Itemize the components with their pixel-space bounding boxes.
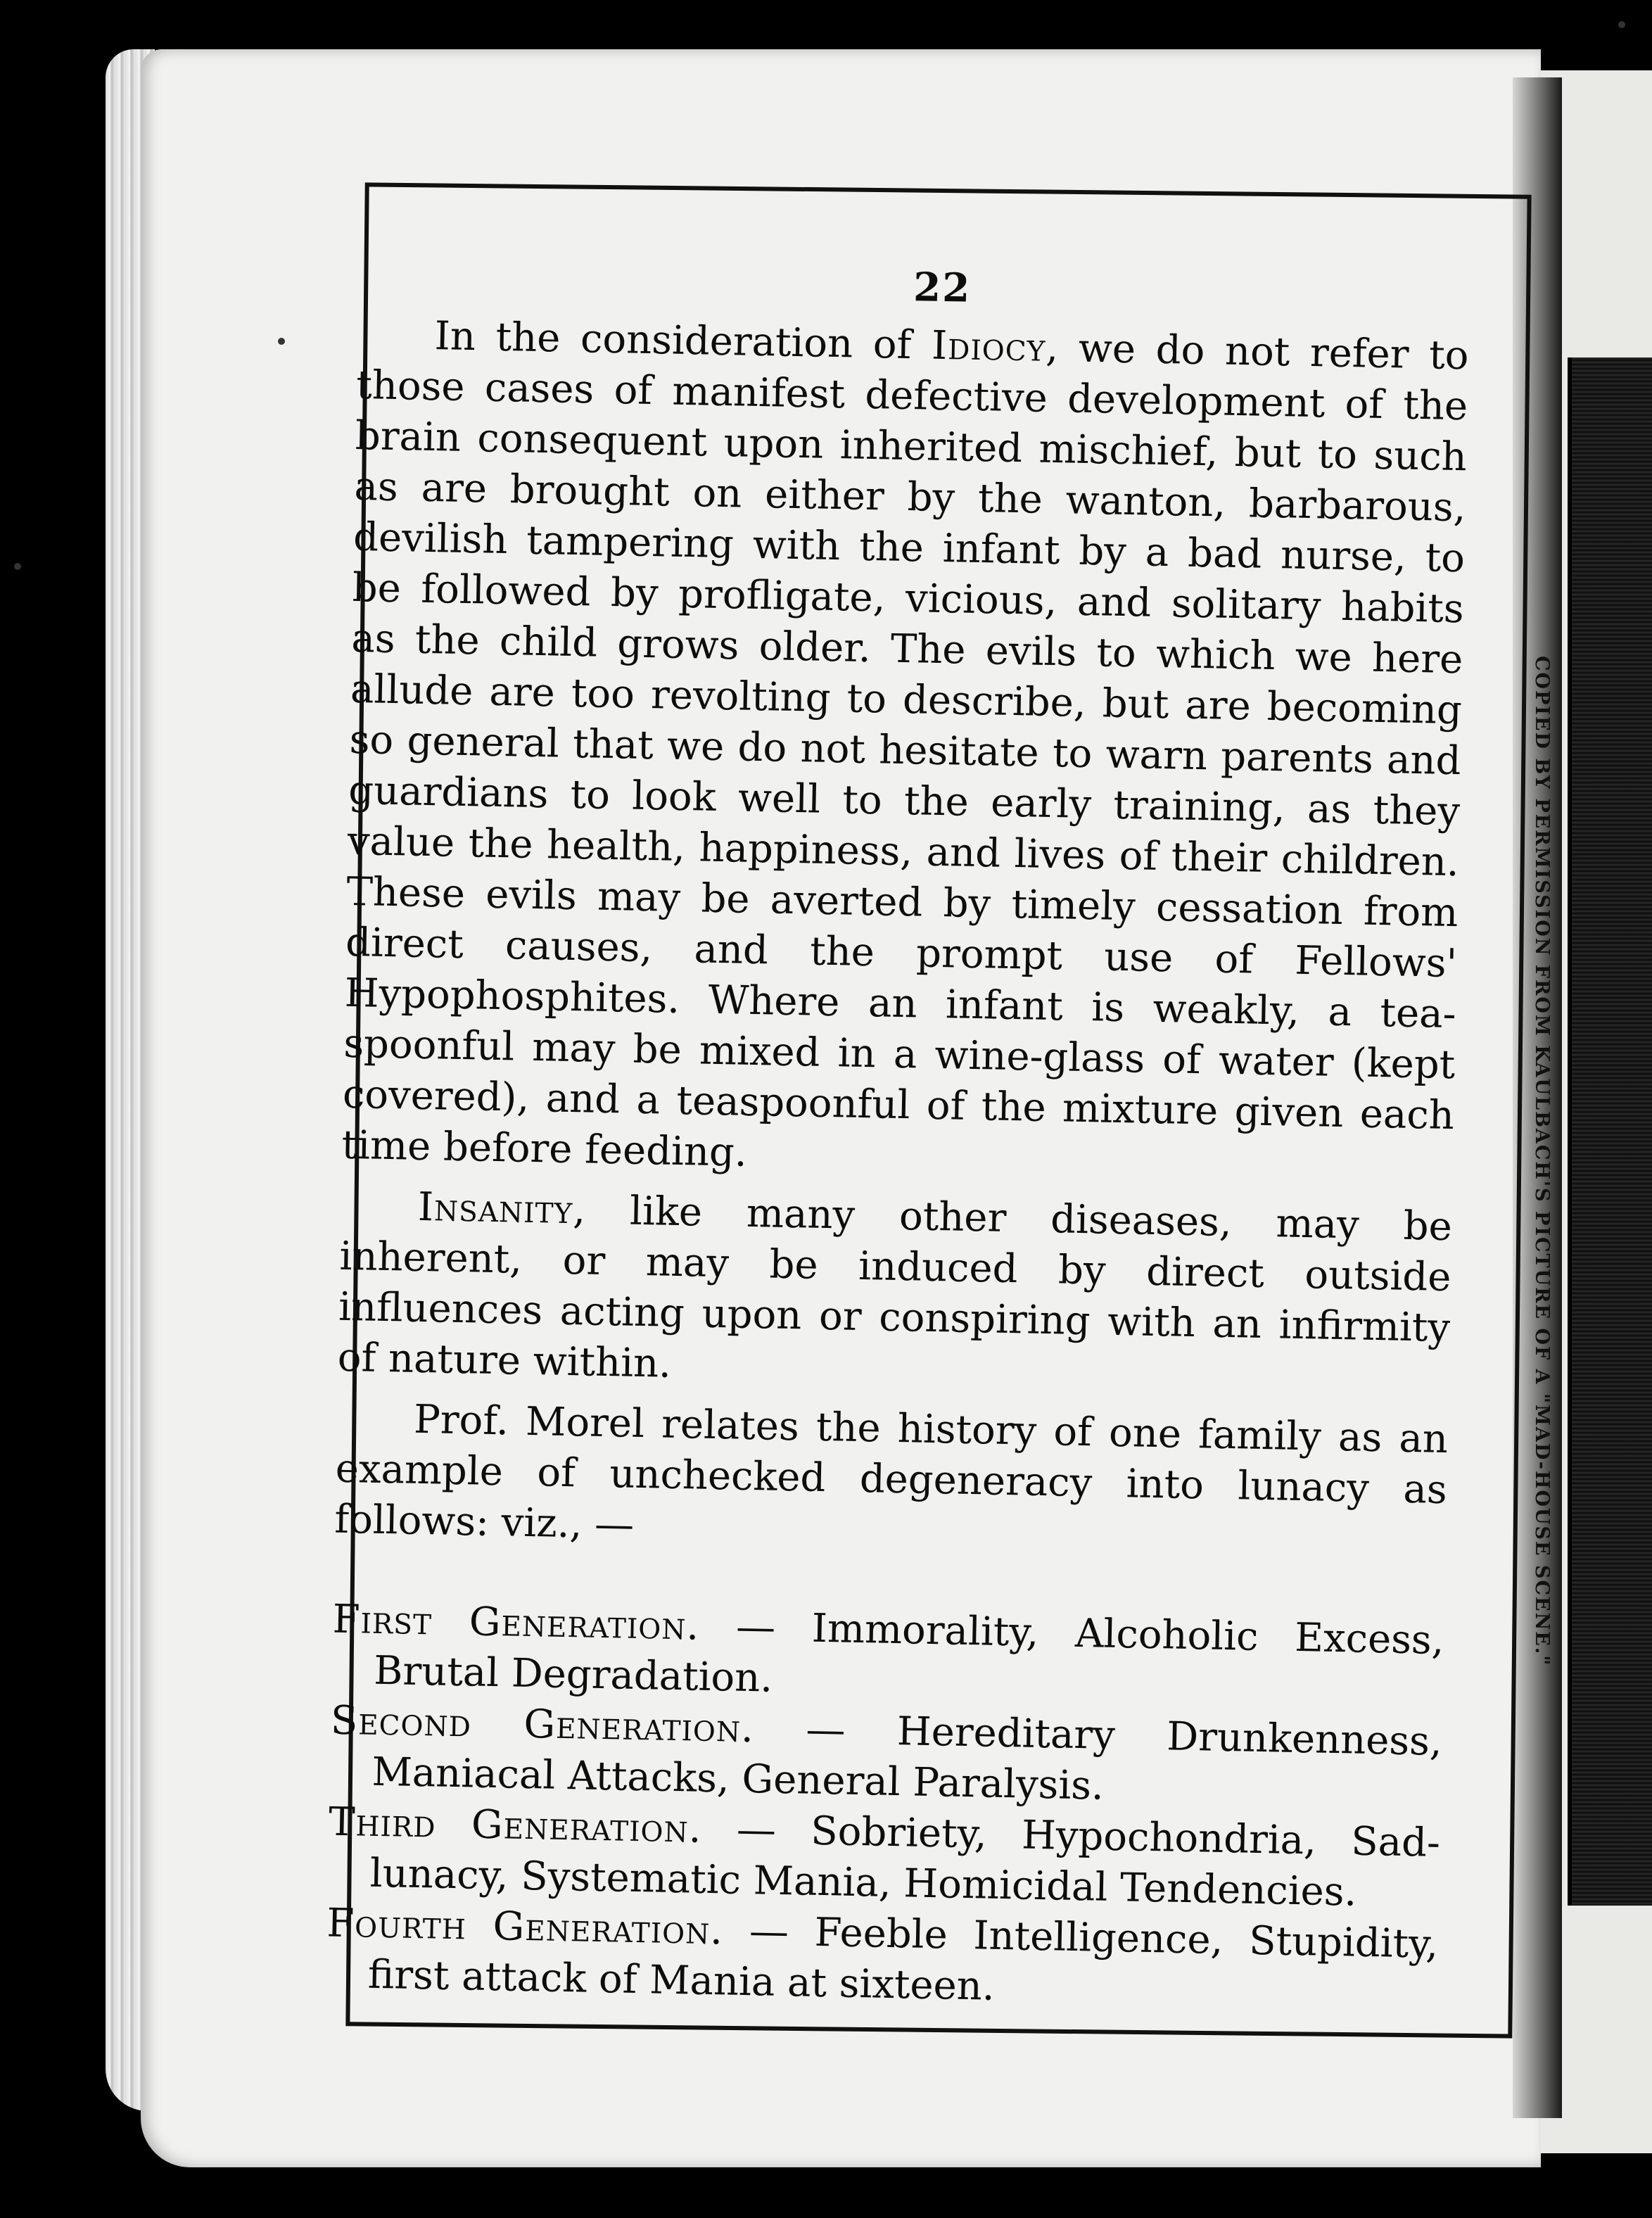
paragraph-body: , like many other diseases, may be inherent, or may be induced by direct outside influences acting upon or conspiring with an infirmity of nature within. [337,1187,1453,1387]
paragraph-insanity [337,1181,1452,1405]
generation-4 [325,1899,1438,2021]
dust-speck [14,563,21,570]
term-insanity: Insanity [417,1184,574,1234]
engraving-illustration [1568,357,1652,1906]
generation-heading: Second Generation. [330,1697,755,1752]
paragraph-idiocy [341,310,1469,1192]
dust-speck [1618,21,1625,28]
generation-text: — Immorality, Alcoholic Excess, Brutal Degradation. [373,1603,1445,1701]
generation-text: — Sobriety, Hypochondria, Sad-lunacy, Systematic Mania, Homicidal Tendencies. [369,1806,1441,1915]
generation-heading: Third Generation. [328,1799,703,1852]
generation-heading: Fourth Generation. [326,1900,724,1954]
paragraph-body: , we do not refer to those cases of manifest defective development of the brain consequent upon inherited mischief, but to such as are brought on either by the wanton, barbarous, devilish tampering with the infant by a bad nurse, to be followed by profligate, vicious, and solitary habits as the child grows older. The evils to which we here allude are too revolting to describe, but are becoming so general that we do not hesitate to warn parents and guardians to look well to the early training, as they value the health, happiness, and lives of their children. These evils may be averted by timely cessation from direct causes, and the prompt use of Fellows' Hypophosphites. Where an infant is weakly, a tea-spoonful may be mixed in a wine-glass of water (kept covered), and a teaspoonful of the mixture given each time before feeding. [341,324,1470,1176]
dust-speck [278,338,285,345]
page-text [325,253,1470,2021]
illustration-caption: COPIED BY PERMISSION FROM KAULBACH'S PICTURE OF A "MAD-HOUSE SCENE." [1531,655,1553,1667]
generation-heading: First Generation. [332,1596,700,1649]
generation-text: — Hereditary Drunkenness, Maniacal Attacks, General Paralysis. [371,1706,1443,1809]
term-idiocy: Idiocy [931,322,1047,371]
paragraph-lead: Prof. Morel relates the history of one family as an example of unchecked degeneracy into lunacy as follows: viz., — [333,1396,1449,1548]
page-number: 22 [913,264,972,312]
paragraph-morel [334,1393,1449,1566]
generation-text: — Feeble Intelligence, Stupidity, first attack of Mania at sixteen. [367,1908,1439,2010]
paragraph-lead: In the consideration of [434,313,932,369]
